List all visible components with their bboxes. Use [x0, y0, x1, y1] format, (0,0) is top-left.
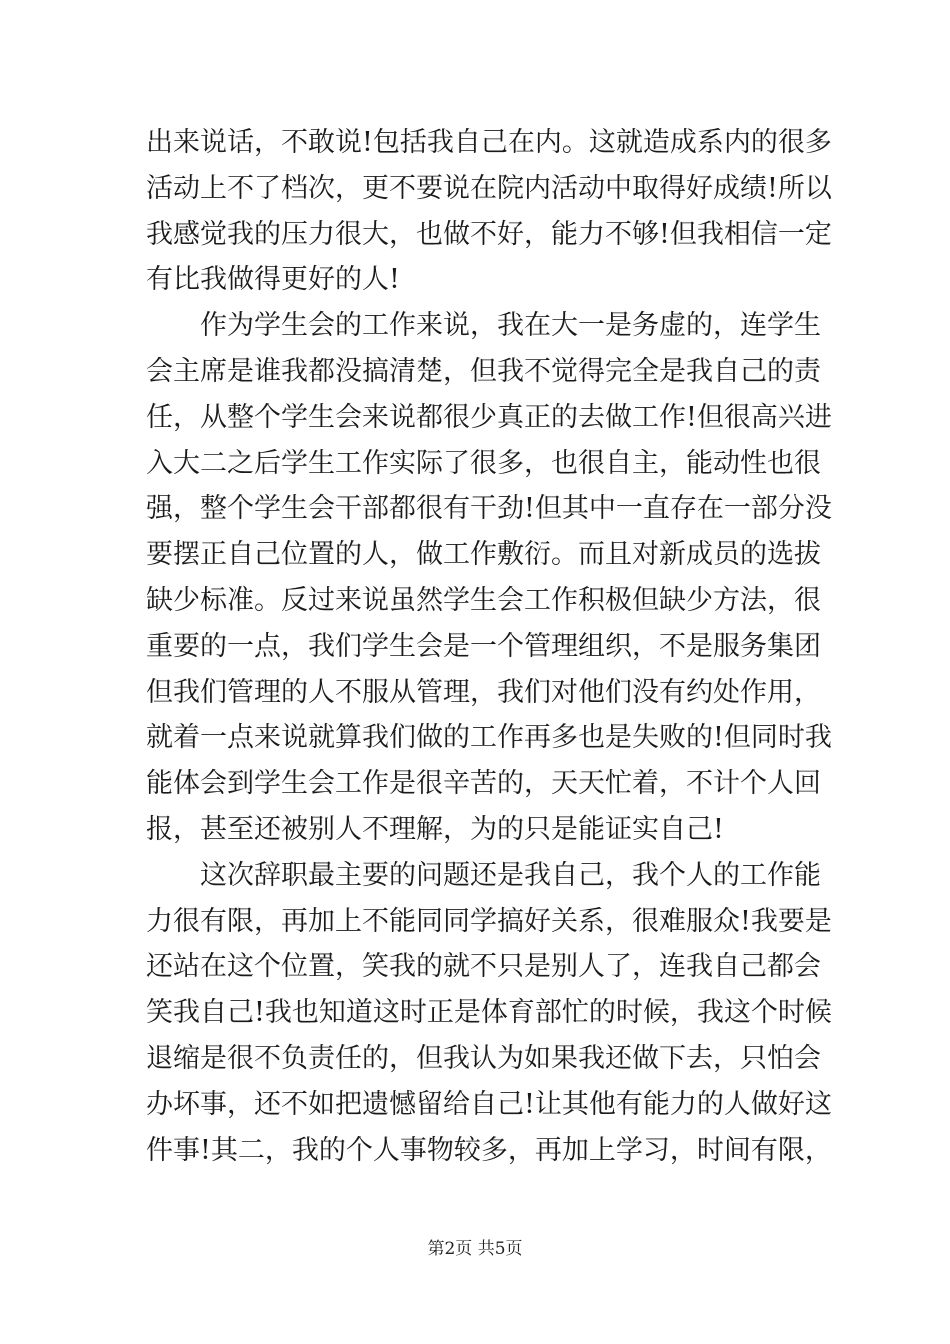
text-line: 但我们管理的人不服从管理，我们对他们没有约处作用，	[146, 676, 821, 708]
text-line: 重要的一点，我们学生会是一个管理组织，不是服务集团	[146, 630, 821, 662]
text-line: 这次辞职最主要的问题还是我自己，我个人的工作能	[146, 859, 821, 891]
text-line: 能体会到学生会工作是很辛苦的，天天忙着，不计个人回	[146, 768, 821, 800]
text-line: 要摆正自己位置的人，做工作敷衍。而且对新成员的选拔	[146, 539, 821, 571]
text-line: 笑我自己!我也知道这时正是体育部忙的时候，我这个时候	[146, 997, 832, 1029]
text-line: 件事!其二，我的个人事物较多，再加上学习，时间有限，	[146, 1134, 832, 1166]
text-line: 出来说话，不敢说!包括我自己在内。这就造成系内的很多	[146, 127, 832, 158]
text-line: 有比我做得更好的人!	[146, 264, 400, 296]
text-line: 退缩是很不负责任的，但我认为如果我还做下去，只怕会	[146, 1042, 821, 1074]
text-line: 就着一点来说就算我们做的工作再多也是失败的!但同时我	[146, 722, 832, 754]
text-line: 报，甚至还被别人不理解，为的只是能证实自己!	[146, 813, 724, 845]
text-line: 力很有限，再加上不能同同学搞好关系，很难服众!我要是	[146, 905, 832, 937]
text-line: 办坏事，还不如把遗憾留给自己!让其他有能力的人做好这	[146, 1088, 832, 1120]
text-line: 会主席是谁我都没搞清楚，但我不觉得完全是我自己的责	[146, 355, 821, 387]
text-line: 任，从整个学生会来说都很少真正的去做工作!但很高兴进	[146, 401, 832, 433]
text-line: 还站在这个位置，笑我的就不只是别人了，连我自己都会	[146, 951, 821, 983]
text-line: 强，整个学生会干部都很有干劲!但其中一直存在一部分没	[146, 493, 832, 525]
text-line: 作为学生会的工作来说，我在大一是务虚的，连学生	[146, 310, 821, 342]
text-line: 我感觉我的压力很大，也做不好，能力不够!但我相信一定	[146, 218, 832, 250]
page-number-footer: 第2页 共5页	[427, 1239, 523, 1259]
text-line: 入大二之后学生工作实际了很多，也很自主，能动性也很	[146, 447, 821, 479]
text-line: 缺少标准。反过来说虽然学生会工作积极但缺少方法，很	[146, 584, 821, 616]
document-body	[146, 120, 832, 1173]
text-line: 活动上不了档次，更不要说在院内活动中取得好成绩!所以	[146, 172, 832, 204]
